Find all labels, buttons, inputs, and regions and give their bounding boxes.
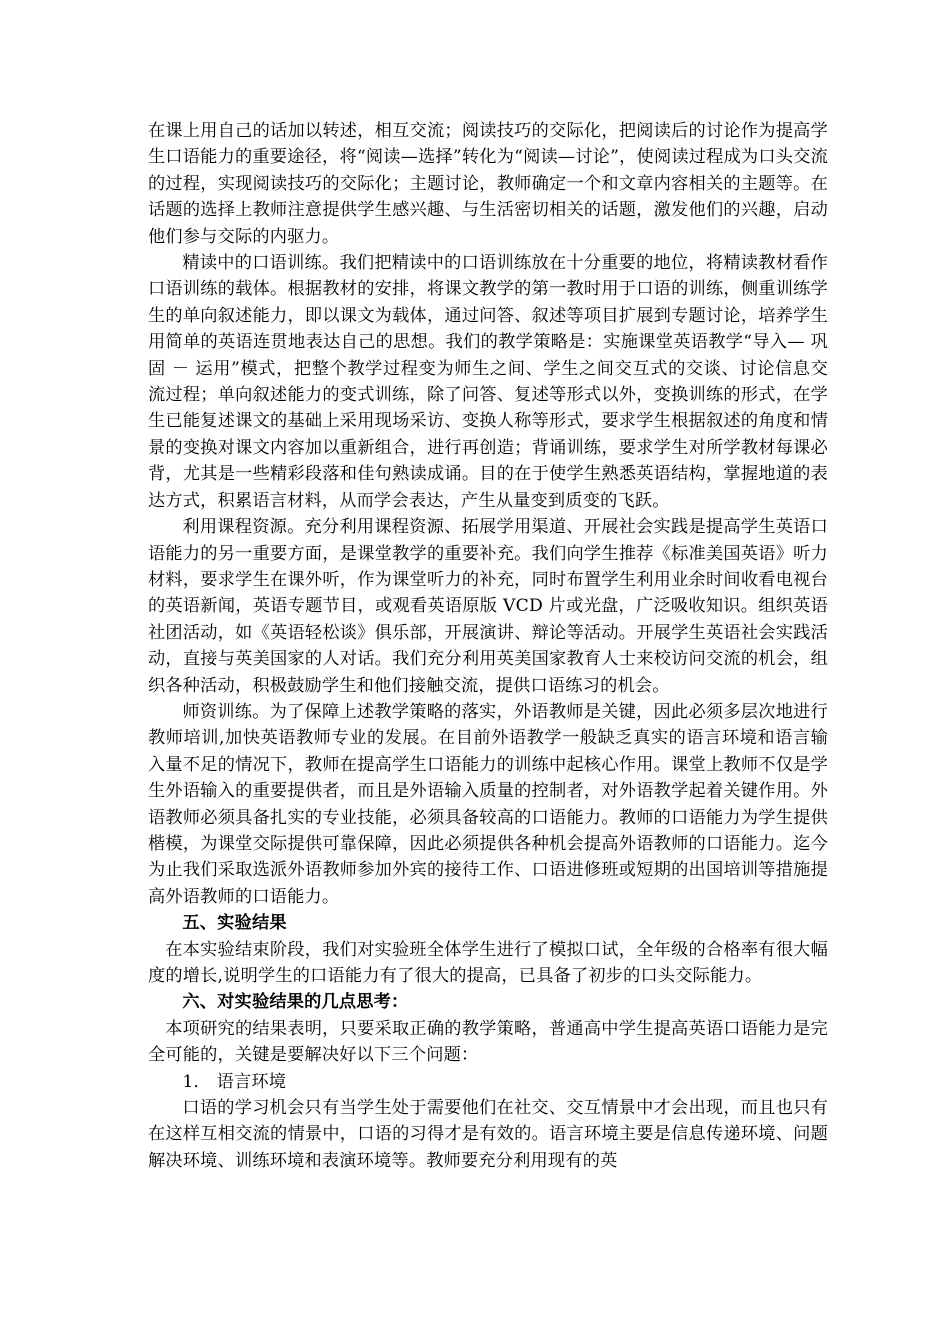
list-item-language-environment: 1． 语言环境 [182, 1071, 287, 1092]
section-heading-results: 五、实验结果 [182, 913, 287, 934]
paragraph-language-environment: 口语的学习机会只有当学生处于需要他们在社交、交互情景中才会出现，而且也只有在这样互相交流的情景中，口语的习得才是有效的。语言环境主要是信息传递环境、问题解决环境、训练环境和表演环境等。教师要充分利用现有的英 [148, 1098, 828, 1171]
paragraph-reflections-intro: 本项研究的结果表明，只要采取正确的教学策略，普通高中学生提高英语口语能力是完全可能的，关键是要解决好以下三个问题： [148, 1018, 828, 1066]
paragraph-teacher-training: 师资训练。为了保障上述教学策略的落实，外语教师是关键，因此必须多层次地进行教师培训,加快英语教师专业的发展。在目前外语教学一般缺乏真实的语言环境和语言输入量不足的情况下，教师在提高学生口语能力的训练中起核心作用。课堂上教师不仅是学生外语输入的重要提供者，而且是外语输入质量的控制者，对外语教学起着关键作用。外语教师必须具备扎实的专业技能，必须具备较高的口语能力。教师的口语能力为学生提供楷模，为课堂交际提供可靠保障，因此必须提供各种机会提高外语教师的口语能力。迄今为止我们采取选派外语教师参加外宾的接待工作、口语进修班或短期的出国培训等措施提高外语教师的口语能力。 [148, 701, 828, 907]
paragraph-intensive-reading: 精读中的口语训练。我们把精读中的口语训练放在十分重要的地位，将精读教材看作口语训练的载体。根据教材的安排，将课文教学的第一教时用于口语的训练，侧重训练学生的单向叙述能力，即以课文为载体，通过问答、叙述等项目扩展到专题讨论，培养学生用简单的英语连贯地表达自己的思想。我们的教学策略是：实施课堂英语教学“导入— 巩固 － 运用”模式，把整个教学过程变为师生之间、学生之间交互式的交谈、讨论信息交流过程；单向叙述能力的变式训练，除了问答、复述等形式以外，变换训练的形式，在学生已能复述课文的基础上采用现场采访、变换人称等形式，要求学生根据叙述的角度和情景的变换对课文内容加以重新组合，进行再创造；背诵训练，要求学生对所学教材每课必背，尤其是一些精彩段落和佳句熟读成诵。目的在于使学生熟悉英语结构，掌握地道的表达方式，积累语言材料，从而学会表达，产生从量变到质变的飞跃。 [148, 253, 828, 511]
paragraph-course-resources: 利用课程资源。充分利用课程资源、拓展学用渠道、开展社会实践是提高学生英语口语能力的另一重要方面，是课堂教学的重要补充。我们向学生推荐《标准美国英语》听力材料，要求学生在课外听，作为课堂听力的补充，同时布置学生利用业余时间收看电视台的英语新闻，英语专题节目，或观看英语原版 VCD 片或光盘，广泛吸收知识。组织英语社团活动，如《英语轻松谈》俱乐部，开展演讲、辩论等活动。开展学生英语社会实践活动，直接与英美国家的人对话。我们充分利用英美国家教育人士来校访问交流的机会，组织各种活动，积极鼓励学生和他们接触交流，提供口语练习的机会。 [148, 517, 828, 696]
section-heading-reflections: 六、对实验结果的几点思考： [182, 992, 409, 1013]
paragraph-results: 在本实验结束阶段，我们对实验班全体学生进行了模拟口试，全年级的合格率有很大幅度的增长,说明学生的口语能力有了很大的提高，已具备了初步的口头交际能力。 [148, 939, 828, 986]
document-page [148, 118, 828, 1174]
paragraph-reading-discussion: 在课上用自己的话加以转述，相互交流；阅读技巧的交际化，把阅读后的讨论作为提高学生口语能力的重要途径，将“阅读—选择”转化为“阅读—讨论”，使阅读过程成为口头交流的过程，实现阅读技巧的交际化；主题讨论，教师确定一个和文章内容相关的主题等。在话题的选择上教师注意提供学生感兴趣、与生活密切相关的话题，激发他们的兴趣，启动他们参与交际的内驱力。 [148, 121, 828, 247]
